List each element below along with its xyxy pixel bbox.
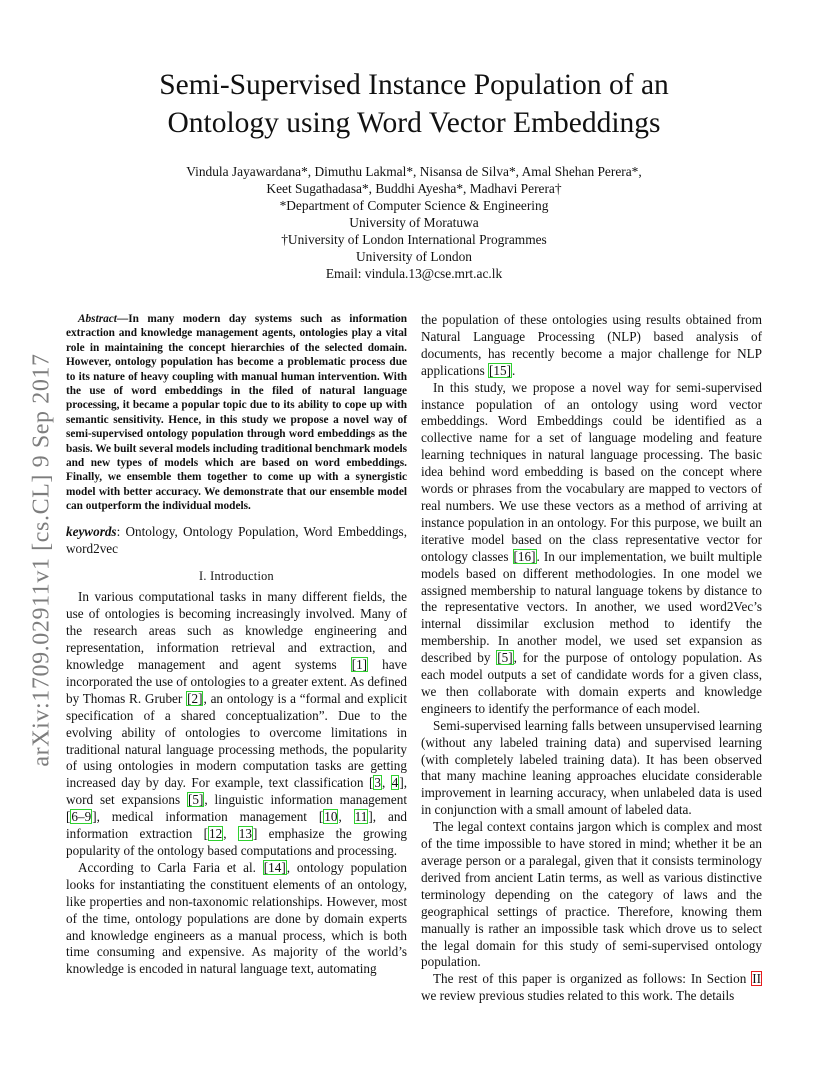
- text-span: , for the purpose of ontology population. As each model outputs a set of candidate words for a given class, we then collaborate with domain experts and knowledge engineers to identify the performance of each model.: [421, 650, 763, 716]
- text-span: In various computational tasks in many different fields, the use of ontologies is becoming increasingly involved. Many of the research areas such as knowledge engineering and representation, information retrieval and extraction, and knowledge management and agent systems: [66, 589, 407, 673]
- citation-link[interactable]: [2]: [187, 690, 203, 706]
- abstract-text: —In many modern day systems such as information extraction and knowledge management agents, ontologies play a vital role in maintaining the concept hierarchies of the selected domain. However, ontology population has become a problematic process due to its nature of heavy coupling with manual human intervention. With the use of word embeddings in the filed of natural language processing, it became a popular topic due to its ability to cope up with semantic sensitivity. Hence, in this study we propose a novel way of semi-supervised ontology population through word embeddings as the basis. We built several models including traditional benchmark models and new types of models which are based on word embeddings. Finally, we ensemble them together to come up with a synergistic model with better accuracy. We demonstrate that our ensemble model can outperform the individual models.: [66, 313, 407, 513]
- text-span: the population of these ontologies using results obtained from Natural Language Processing (NLP) based analysis of documents, has recently become a major challenge for NLP applications: [421, 312, 762, 378]
- text-span: According to Carla Faria et al.: [78, 859, 263, 875]
- text-span: , an ontology is a “formal and explicit specification of a shared conceptualization”. Due to the evolving ability of ontologies to overcome limitations in traditional natural language processing methods, the popularity of using ontologies in modern computation tasks are getting increased day by day. For example, text classification: [66, 690, 407, 791]
- keywords-label: keywords: [66, 523, 117, 539]
- text-span: emphasize the growing popularity of the ontology based computations and processing.: [66, 826, 407, 858]
- authors-line-2: Keet Sugathadasa*, Buddhi Ayesha*, Madhavi Perera†: [266, 181, 562, 196]
- text-span: , ontology population looks for instantiating the constituent elements of an ontology, like properties and non-taxonomic relationships. However, most of the time, ontology populations are done by domain experts and knowledge engineers as a manual process, which is both time consuming and expensive. As majority of the world’s knowledge is encoded in natural language text, automating: [66, 859, 407, 977]
- citation-link[interactable]: [16]: [513, 548, 536, 564]
- intro-paragraph-1: In various computational tasks in many different fields, the use of ontologies is becoming increasingly involved. Many of the research areas such as knowledge engineering and representation, information retrieval and extraction, and knowledge management and agent systems [1] have incorporated the use of ontologies to a greater extent. As defined by Thomas R. Gruber [2], an ontology is a “formal and explicit specification of a shared conceptualization”. Due to the evolving ability of ontologies to overcome limitations in traditional natural language processing methods, the popularity of using ontologies in modern computation tasks are getting increased day by day. For example, text classification [3, 4], word set expansions [5], linguistic information management [6–9], medical information management [10, 11], and information extraction [12, 13] emphasize the growing popularity of the ontology based computations and processing.: [66, 589, 408, 858]
- text-span: , and information extraction: [66, 809, 408, 842]
- intro-paragraph-6: [421, 971, 762, 1005]
- authors-line-1: Vindula Jayawardana*, Dimuthu Lakmal*, Nisansa de Silva*, Amal Shehan Perera*,: [186, 164, 642, 179]
- affiliation-1: *Department of Computer Science & Engineering: [279, 198, 549, 213]
- citation-link[interactable]: 10: [324, 809, 338, 825]
- intro-paragraph-2: [66, 860, 407, 978]
- text-span: , medical information management: [96, 809, 319, 825]
- text-span: , linguistic information management: [204, 792, 407, 808]
- affiliation-3: †University of London International Programmes: [281, 232, 547, 247]
- arxiv-side-label: arXiv:1709.02911v1 [cs.CL] 9 Sep 2017: [28, 353, 55, 767]
- text-span: The rest of this paper is organized as follows: In Section: [433, 971, 752, 987]
- citation-link[interactable]: 3: [374, 775, 381, 791]
- text-span: . In our implementation, we built multiple models based on different methodologies. In one model we assigned membership to natural language tokens by distance to the representative vectors. In another, we used word2Vec’s internal dissimilar exclusion method to identify the membership. In another model, we used set expansion as described by: [421, 548, 762, 666]
- keywords-text: : Ontology, Ontology Population, Word Embeddings, word2vec: [66, 523, 407, 556]
- paper-title: [60, 66, 768, 142]
- citation-link[interactable]: [1]: [351, 657, 368, 673]
- text-span: , word set expansions: [66, 775, 408, 808]
- citation-link[interactable]: [5]: [187, 792, 204, 808]
- section-link[interactable]: II: [752, 971, 761, 987]
- citation-link[interactable]: 4: [391, 775, 399, 791]
- citation-link[interactable]: [5]: [497, 650, 513, 666]
- text-span: In this study, we propose a novel way for semi-supervised instance population of an ontology using word vector embeddings. Word Embeddings could be identified as a collective name for a set of language modeling and feature learning techniques in natural language processing. The basic idea behind word embedding is based on the concept where words or phrases from the vocabulary are mapped to vectors of real numbers. We use these vectors as a method of arriving at instance population in an ontology. For this purpose, we built an iterative model based on the class representative vector for ontology classes: [421, 379, 762, 564]
- author-block: [60, 163, 768, 282]
- text-span: have incorporated the use of ontologies to a greater extent. As defined by Thomas R. Gruber: [66, 657, 407, 706]
- left-column: [66, 312, 407, 978]
- author-email: Email: vindula.13@cse.mrt.ac.lk: [325, 266, 503, 281]
- citation-link[interactable]: 12: [209, 826, 223, 842]
- intro-paragraph-2-cont: [421, 312, 762, 380]
- text-span: we review previous studies related to this work. The details: [421, 988, 735, 1004]
- citation-link[interactable]: 11: [354, 809, 368, 825]
- citation-link[interactable]: 13: [238, 826, 252, 842]
- right-column: [421, 312, 762, 1005]
- intro-paragraph-5: The legal context contains jargon which is complex and most of the time impossible to have stored in mind; whether it be an average person or a paralegal, given that it consists terminology derived from ancient Latin terms, as well as various distinctive terminology depending on the category of laws and the geographical settings of practice. Therefore, knowing them manually is rather an impossible task which drove us to select the legal domain for this study of semi-supervised ontology population.: [421, 819, 762, 970]
- intro-paragraph-3: [421, 380, 762, 718]
- intro-paragraph-4: Semi-supervised learning falls between unsupervised learning (without any labeled training data) and supervised learning (with completely labeled training data). It has been observed that many machine leaning approaches elucidate considerable improvement in learning accuracy, when unlabeled data is used in conjunction with a small amount of labeled data.: [421, 717, 762, 818]
- citation-link[interactable]: [15]: [489, 362, 512, 378]
- affiliation-4: University of London: [355, 249, 473, 264]
- abstract-label: Abstract: [78, 313, 117, 325]
- citation-link[interactable]: [14]: [263, 859, 286, 875]
- affiliation-2: University of Moratuwa: [349, 215, 479, 230]
- keywords: [66, 524, 407, 558]
- text-span: .: [512, 362, 516, 378]
- title-line-2: Ontology using Word Vector Embeddings: [167, 107, 661, 139]
- section-heading-introduction: I. Introduction: [199, 568, 274, 583]
- abstract: [66, 312, 407, 514]
- citation-link[interactable]: 6–9: [71, 809, 92, 825]
- title-line-1: Semi-Supervised Instance Population of an: [159, 69, 669, 101]
